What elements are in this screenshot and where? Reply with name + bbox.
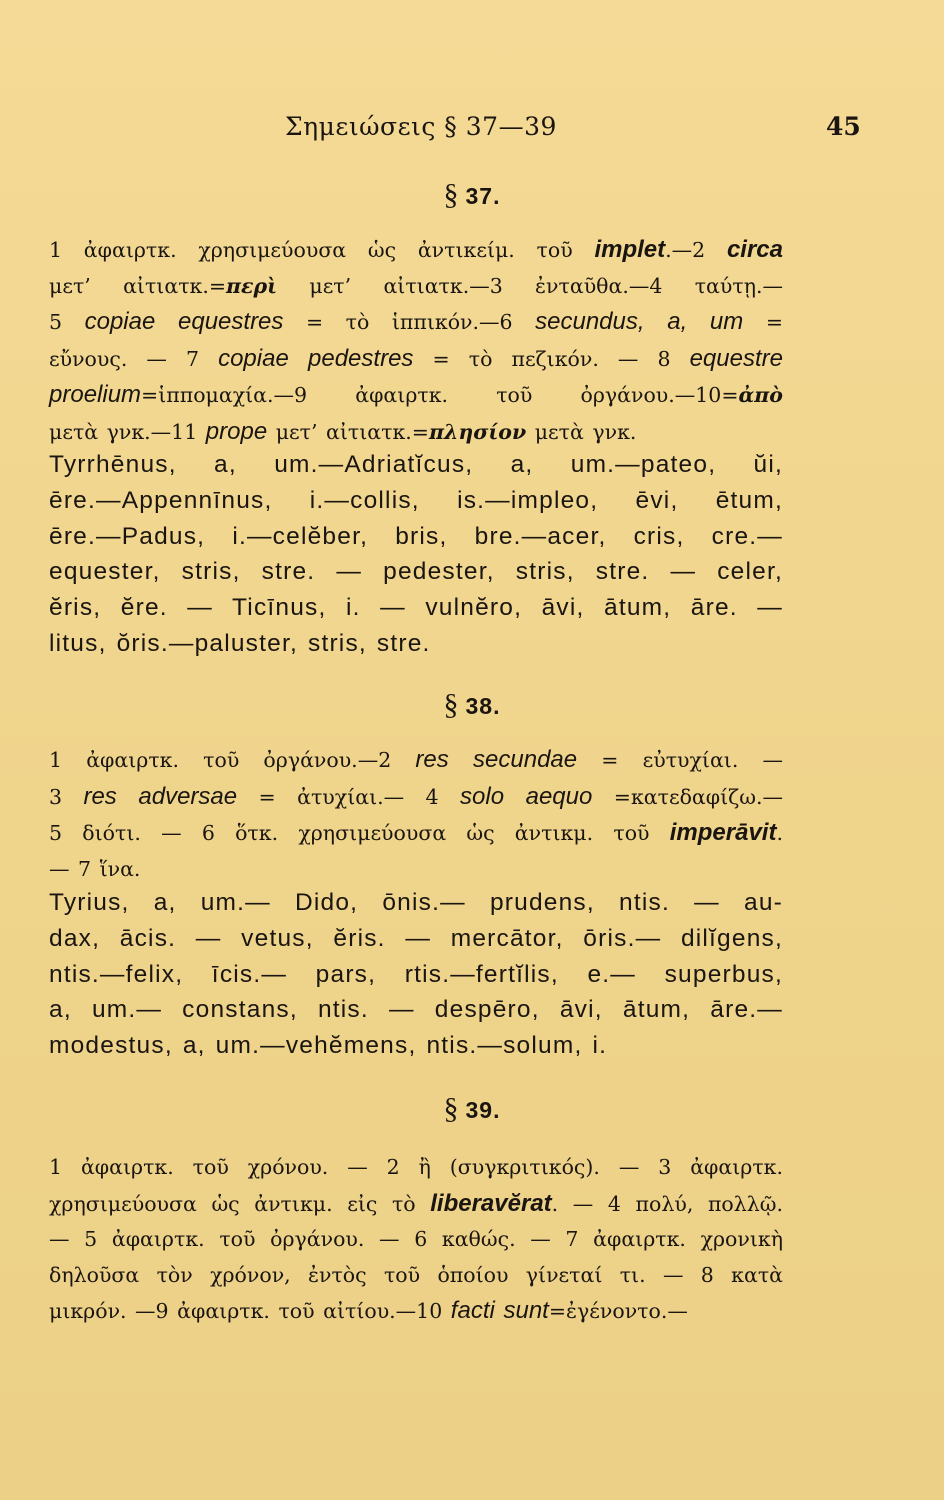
section-heading-38 [0,688,944,722]
note-text: 1 ἀφαιρτκ. τοῦ χρόνου. — 2 ἢ (συγκριτικός). — 3 ἀφαιρτκ. [49,1155,783,1179]
note-line [49,742,783,779]
note-text: πλησίον [428,419,527,444]
note-text: μετ’ αἰτιατκ.= [49,273,227,298]
latin-term: equestre [689,344,783,372]
note-line [49,341,783,378]
latin-term: prope [205,417,268,445]
note-text: — 7 ἵνα. [49,856,141,881]
latin-term: implet [594,236,666,263]
running-head-title: Σημειώσεις § 37—39 [285,112,557,141]
note-text: μετ’ αἰτιατκ.—3 ἐνταῦθα.—4 ταύτῃ.— [277,273,783,298]
section-number: 39. [465,1097,501,1123]
note-text: . — 4 πολύ, πολλῷ. [551,1191,783,1216]
latin-term: facti sunt [450,1297,549,1325]
note-line [49,852,783,888]
note-text: = τὸ πεζικόν. — 8 [413,346,690,371]
vocabulary-37 [49,447,783,662]
vocab-line: litus, ŏris.—paluster, stris, stre. [49,629,431,657]
note-text: μικρόν. —9 ἀφαιρτκ. τοῦ αἰτίου.—10 [49,1299,451,1324]
section-number: 37. [465,183,501,209]
note-line [49,232,783,269]
note-text: ἀπὸ [738,383,783,408]
vocab-line: Tyrrhēnus, a, um.—Adriatĭcus, a, um.—pateo, ŭi, [49,451,783,478]
notes-38 [49,742,783,887]
note-text: =ἱππομαχία.—9 ἀφαιρτκ. τοῦ ὀργάνου.—10= [141,383,739,408]
note-line [49,779,783,816]
note-text: =κατεδαφίζω.— [592,784,783,809]
note-text: 3 [49,784,84,809]
note-text: μετὰ γνκ. [526,419,637,444]
note-text: περὶ [226,273,278,298]
note-line [49,304,783,341]
note-line [49,815,783,852]
notes-37 [49,232,783,451]
section-heading-39 [0,1092,944,1126]
vocab-line: ntis.—felix, īcis.— pars, rtis.—fertĭlis, e.— superbus, [49,960,783,988]
note-text: = ἀτυχίαι.— 4 [237,784,461,809]
note-line [49,1186,783,1223]
vocab-line: ēre.—Padus, i.—celĕber, bris, bre.—acer, cris, cre.— [49,522,783,550]
note-text: =ἐγένοντο.— [548,1299,688,1324]
running-head [0,112,944,152]
vocab-line: equester, stris, stre. — pedester, stris, stre. — celer, [49,558,783,586]
latin-term: res adversae [83,782,238,810]
vocab-line: ēre.—Appennīnus, i.—collis, is.—impleo, ēvi, ētum, [49,486,783,514]
vocab-line: ĕris, ĕre. — Ticīnus, i. — vulnĕro, āvi, ātum, āre. — [49,594,783,622]
note-line [49,1258,783,1294]
note-line [49,269,783,305]
note-line [49,1150,783,1186]
note-text: δηλοῦσα τὸν χρόνον, ἐντὸς τοῦ ὁποίου γίνεταί τι. — 8 κατὰ [49,1262,783,1287]
latin-term: secundus, a, um [535,308,744,336]
note-text: 1 ἀφαιρτκ. τοῦ ὀργάνου.—2 [49,748,416,772]
note-text: = τὸ ἱππικόν.—6 [283,310,536,335]
latin-term: res secundae [415,746,578,773]
note-text: = [743,310,783,335]
latin-term: imperāvit [669,819,777,847]
latin-term: liberavĕrat [430,1189,552,1217]
latin-term: circa [726,236,783,263]
note-text: = εὐτυχίαι. — [577,748,784,772]
note-line [49,377,783,414]
note-text: μετὰ γνκ.—11 [49,419,206,444]
note-text: .—2 [665,238,727,262]
note-line [49,414,783,451]
note-text: εὔνους. — 7 [49,346,219,371]
note-text: 5 [49,310,85,335]
latin-term: copiae equestres [84,308,284,336]
section-symbol: § [443,688,460,721]
latin-term: proelium [49,381,142,409]
vocabulary-38 [49,885,783,1064]
vocab-line: Tyrius, a, um.— Dido, ōnis.— prudens, ntis. — au- [49,889,783,916]
note-text: 5 διότι. — 6 ὅτκ. χρησιμεύουσα ὡς ἀντικμ. τοῦ [49,821,670,846]
latin-term: solo aequo [460,782,593,810]
note-line [49,1222,783,1258]
latin-term: copiae pedestres [218,344,414,372]
section-number: 38. [465,693,501,719]
note-text: χρησιμεύουσα ὡς ἀντικμ. εἰς τὸ [49,1191,431,1216]
vocab-line: a, um.— constans, ntis. — despēro, āvi, ātum, āre.— [49,996,783,1024]
note-text: — 5 ἀφαιρτκ. τοῦ ὀργάνου. — 6 καθώς. — 7 ἀφαιρτκ. χρονικὴ [49,1227,783,1252]
page-number: 45 [826,112,861,141]
notes-39 [49,1150,783,1330]
note-text: μετ’ αἰτιατκ.= [267,419,429,444]
section-symbol: § [443,178,460,211]
note-line [49,1293,783,1330]
section-heading-37 [0,178,944,212]
note-text: 1 ἀφαιρτκ. χρησιμεύουσα ὡς ἀντικείμ. τοῦ [49,238,595,262]
section-symbol: § [443,1092,460,1125]
vocab-line: modestus, a, um.—vehĕmens, ntis.—solum, i. [49,1032,608,1060]
vocab-line: dax, ācis. — vetus, ĕris. — mercātor, ōris.— dilĭgens, [49,924,783,952]
note-text: . [776,821,783,846]
